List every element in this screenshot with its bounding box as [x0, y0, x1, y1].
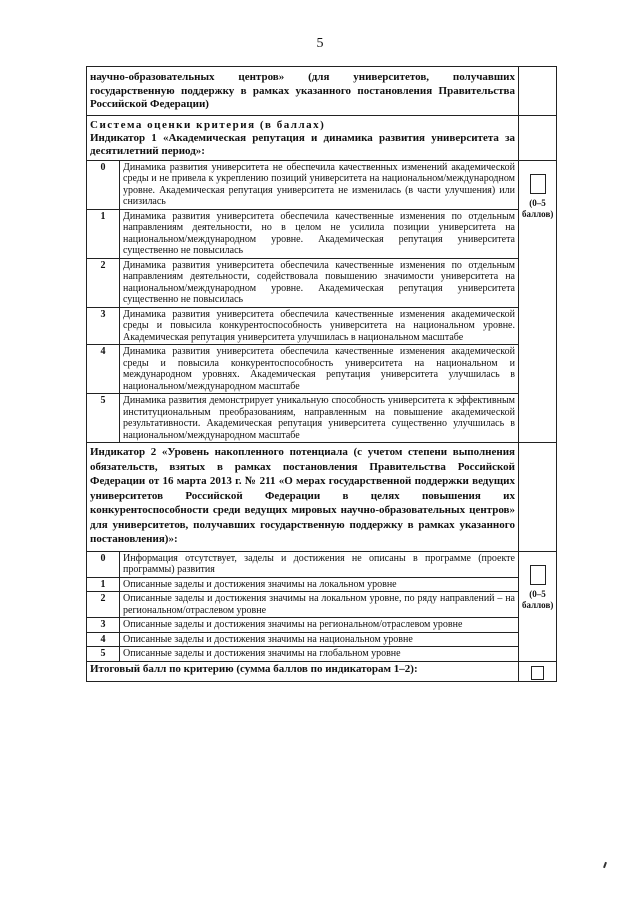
score-value: 4: [87, 345, 120, 394]
total-score-box[interactable]: [531, 666, 544, 680]
total-side: [519, 661, 557, 681]
score-description: Динамика развития демонстрирует уникальную способность университета к эффективным институциональным преобразованиям, направленным на повышение академической результативности. Академическая репутация университета существенно улучшилась в национальном/международном масштабе: [120, 394, 519, 443]
indicator1-header-side: [519, 115, 557, 160]
table-row: [87, 258, 518, 307]
indicator1-score-side: [519, 160, 557, 443]
indicator2-scores-row: [87, 551, 557, 661]
score-value: 2: [87, 258, 120, 307]
score-value: 2: [87, 592, 120, 618]
score-value: 3: [87, 307, 120, 345]
indicator1-header: [87, 115, 519, 160]
table-row: [87, 345, 518, 394]
score-value: 1: [87, 209, 120, 258]
indicator1-scores-row: [87, 160, 557, 443]
indicator2-title: Индикатор 2 «Уровень накопленного потенциала (с учетом степени выполнения обязательств, взятых в рамках постановления Правительства Российской Федерации от 16 марта 2013 г. № 211 «О мерах государственной поддержки ведущих университетов Российской Федерации в целях повышения их конкурентоспособности среди ведущих мировых научно-образовательных центров» для университетов, получавших государственную поддержку в рамках указанного постановления)»:: [87, 443, 519, 552]
score-description: Динамика развития университета обеспечила качественные изменения академической среды и повысила конкурентоспособность университета на национальном и международном уровнях. Академическая репутация университета улучшилась в национальном/международном масштабе: [120, 345, 519, 394]
intro-text: научно-образовательных центров» (для университетов, получавших государственную поддержку в рамках указанного постановления Правительства Российской Федерации): [87, 67, 519, 116]
indicator1-title: Индикатор 1 «Академическая репутация и динамика развития университета за десятилетний период»:: [90, 131, 515, 157]
total-row: [87, 661, 557, 681]
table-row: [87, 577, 518, 592]
indicator2-score-range: (0–5 баллов): [522, 588, 554, 610]
table-row: [87, 552, 518, 578]
indicator1-score-table: [87, 161, 518, 443]
table-row: [87, 647, 518, 661]
intro-row: [87, 67, 557, 116]
indicator2-header-row: [87, 443, 557, 552]
table-row: [87, 632, 518, 647]
indicator2-score-side: [519, 551, 557, 661]
indicator2-scores-cell: [87, 551, 519, 661]
score-description: Динамика развития университета не обеспечила качественных изменений академической среды и не привела к укреплению позиций университета на национальном/международном уровне. Академическая репутация университета не изменилась (в части улучшения) или снизилась: [120, 161, 519, 210]
indicator2-header-side: [519, 443, 557, 552]
table-row: [87, 307, 518, 345]
table-row: [87, 592, 518, 618]
score-value: 5: [87, 647, 120, 661]
score-value: 5: [87, 394, 120, 443]
score-description: Динамика развития университета обеспечила качественные изменения по отдельным направлениям деятельности, содействовала повышению значимости университета на национальном/международном уровне. Академическая репутация университета существенно не повысилась: [120, 258, 519, 307]
indicator1-score-box[interactable]: [530, 174, 546, 194]
table-row: [87, 209, 518, 258]
intro-side-cell: [519, 67, 557, 116]
table-row: [87, 161, 518, 210]
score-description: Описанные заделы и достижения значимы на локальном уровне, по ряду направлений – на региональном/отраслевом уровне: [120, 592, 519, 618]
indicator2-score-table: [87, 552, 518, 661]
score-description: Описанные заделы и достижения значимы на национальном уровне: [120, 632, 519, 647]
score-value: 0: [87, 161, 120, 210]
score-value: 0: [87, 552, 120, 578]
score-description: Динамика развития университета обеспечила качественные изменения по отдельным направлениям деятельности, но в целом не усилила позиции университета на национальном/международном уровне. Академическая репутация университета существенно не повысилась: [120, 209, 519, 258]
total-label: Итоговый балл по критерию (сумма баллов по индикаторам 1–2):: [87, 661, 519, 681]
page-number: 5: [316, 36, 324, 51]
score-value: 4: [87, 632, 120, 647]
score-description: Описанные заделы и достижения значимы на региональном/отраслевом уровне: [120, 618, 519, 633]
indicator1-scores-cell: [87, 160, 519, 443]
pen-mark: [603, 862, 607, 868]
system-heading-row: [87, 115, 557, 160]
score-description: Информация отсутствует, заделы и достижения не описаны в программе (проекте программы) развития: [120, 552, 519, 578]
score-description: Описанные заделы и достижения значимы на локальном уровне: [120, 577, 519, 592]
score-value: 1: [87, 577, 120, 592]
table-row: [87, 618, 518, 633]
system-heading: Система оценки критерия (в баллах): [90, 118, 326, 131]
indicator1-score-range: (0–5 баллов): [522, 197, 554, 219]
table-row: [87, 394, 518, 443]
score-value: 3: [87, 618, 120, 633]
indicator2-score-box[interactable]: [530, 565, 546, 585]
score-description: Описанные заделы и достижения значимы на глобальном уровне: [120, 647, 519, 661]
score-description: Динамика развития университета обеспечила качественные изменения академической среды и повысила конкурентоспособность университета на национальном уровне. Академическая репутация университета улучшилась в национальном масштабе: [120, 307, 519, 345]
criteria-table: [86, 66, 557, 682]
